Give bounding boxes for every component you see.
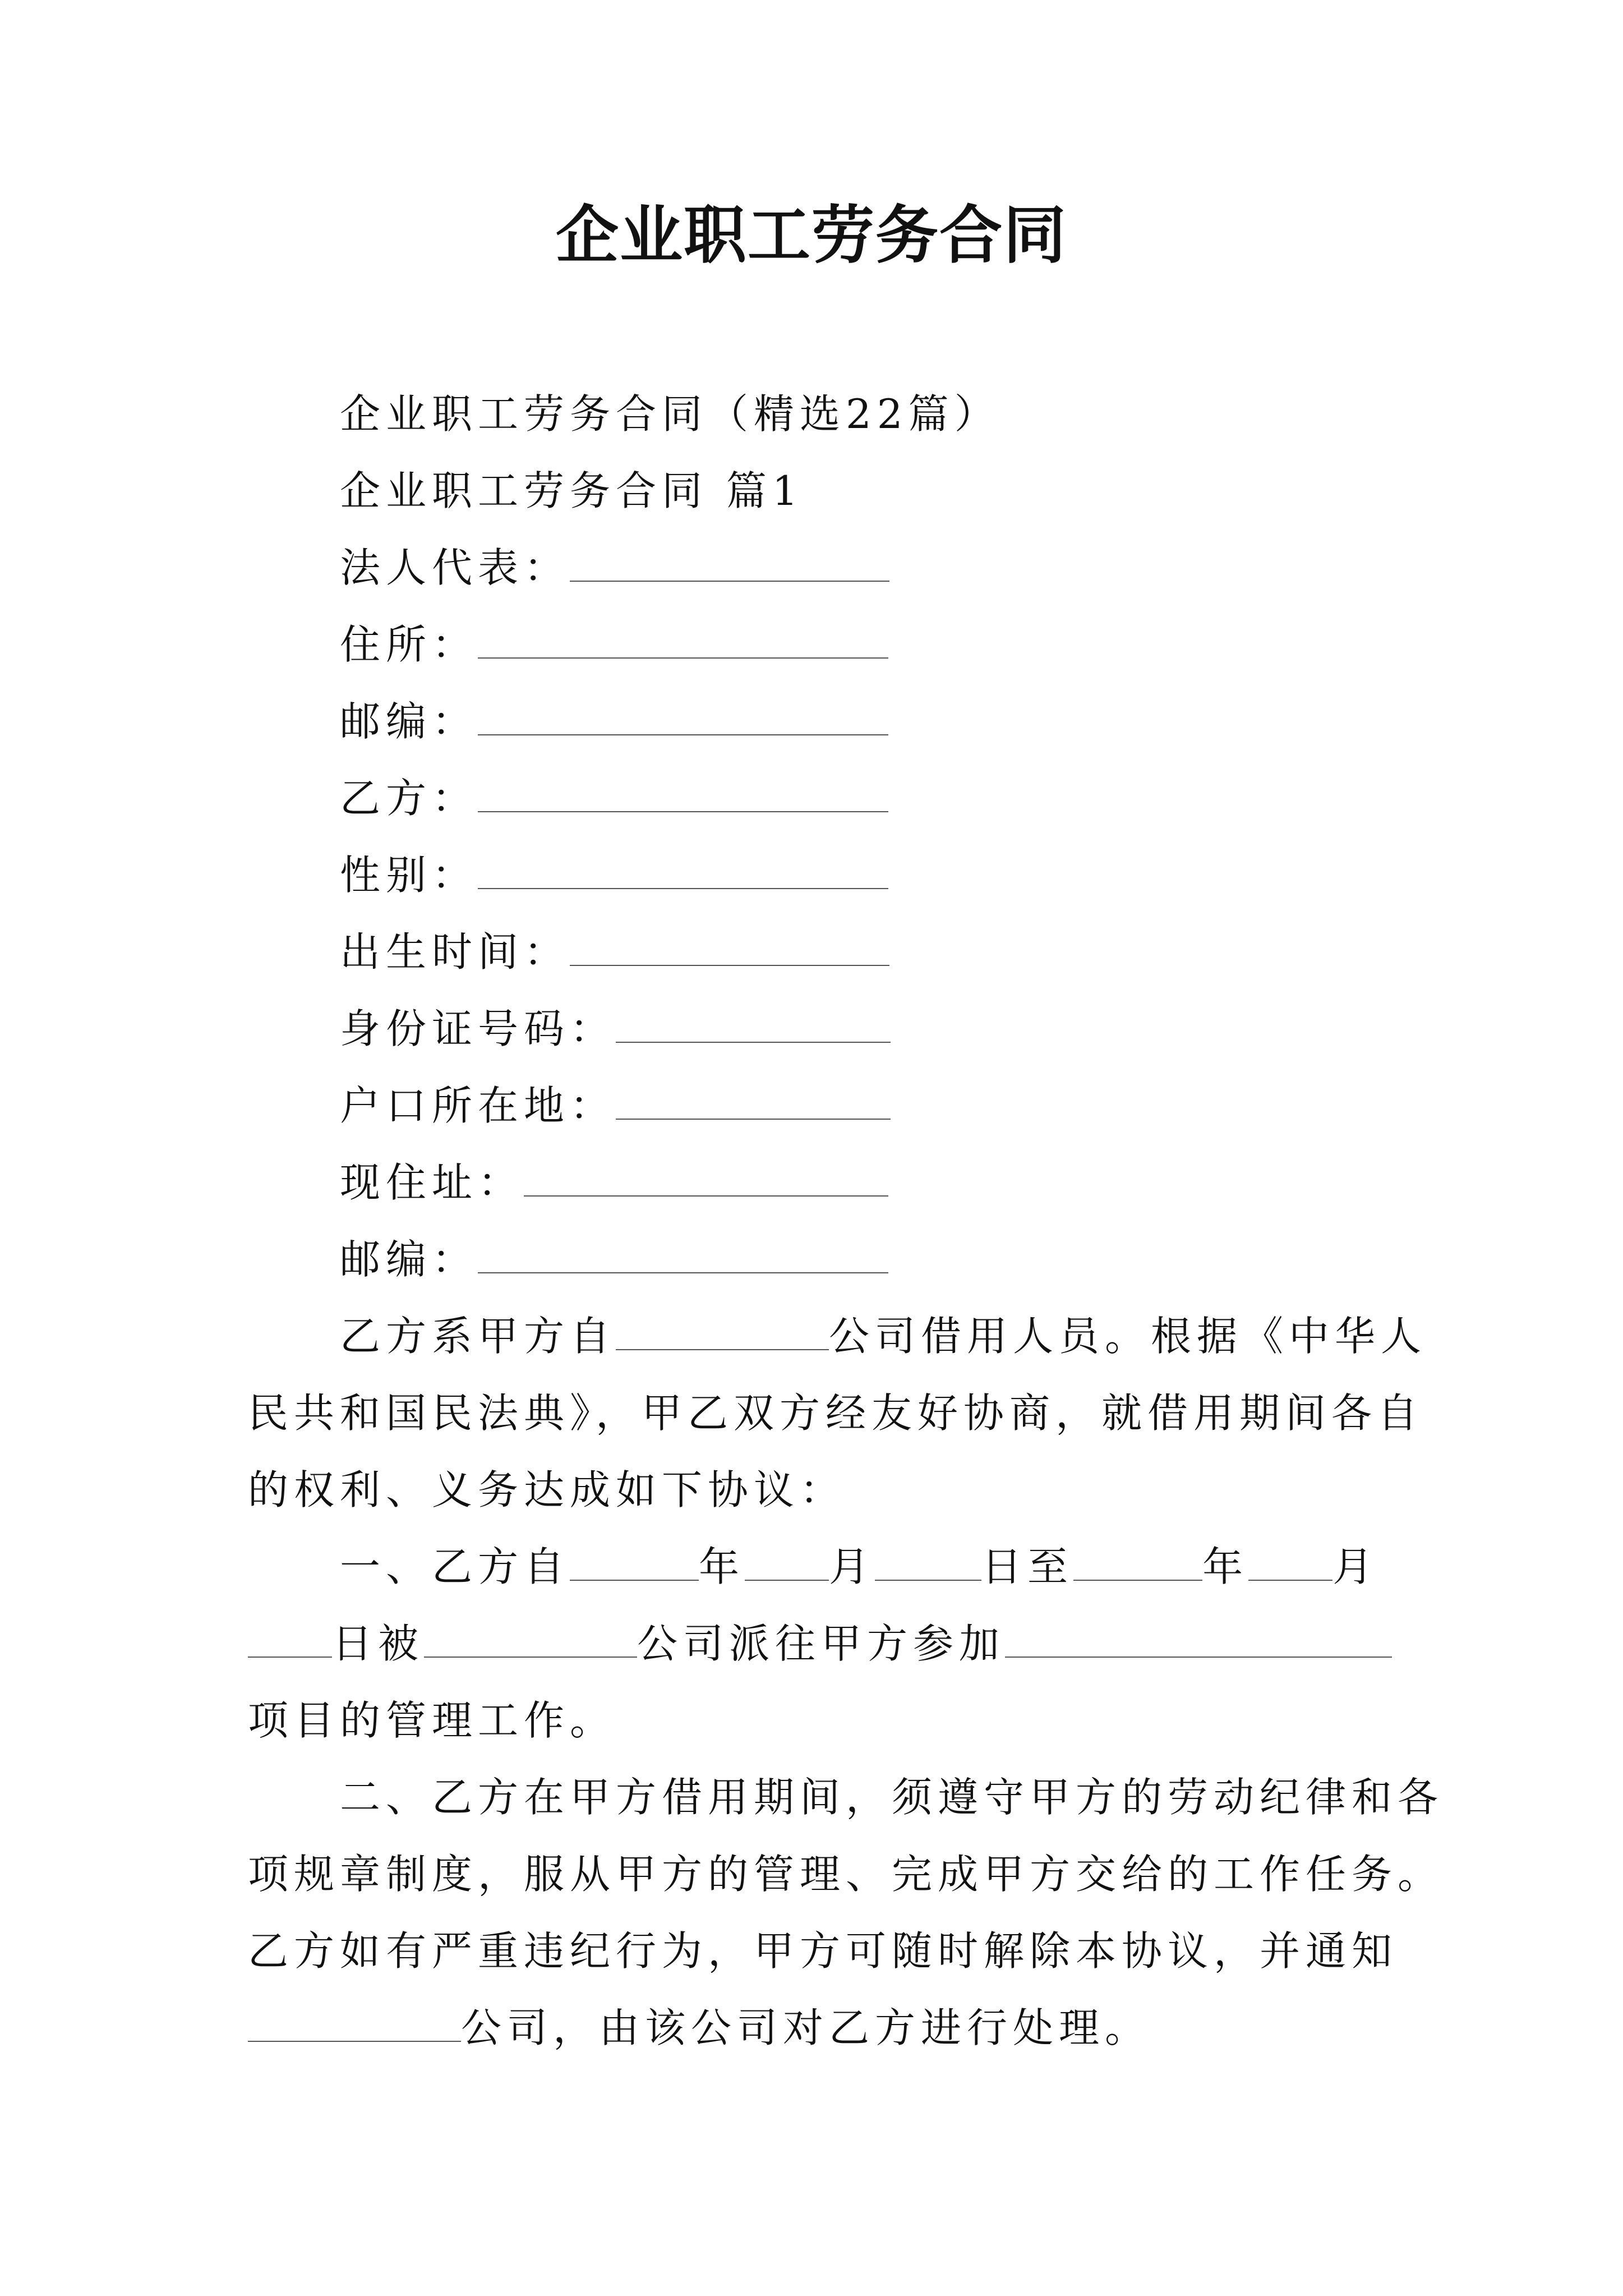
fill-blank[interactable] <box>478 854 888 889</box>
field-legal-representative[interactable] <box>248 530 1386 606</box>
paragraph-1-line-1 <box>248 1298 1427 1375</box>
text-span: 月 <box>1332 1543 1379 1590</box>
field-label: 法人代表： <box>340 544 570 591</box>
paragraph-3-line-4 <box>248 1990 1386 2067</box>
field-postcode[interactable] <box>248 683 1386 760</box>
fill-blank[interactable] <box>524 1162 888 1197</box>
subtitle: 企业职工劳务合同（精选22篇） <box>340 390 1000 438</box>
paragraph-3-line-1: 二、乙方在甲方借用期间，须遵守甲方的劳动纪律和各 <box>340 1774 1444 1821</box>
field-label: 现住址： <box>340 1159 524 1206</box>
fill-blank[interactable] <box>616 1008 891 1043</box>
text-span: 年 <box>699 1543 745 1590</box>
text-span: 公司派往甲方参加 <box>637 1620 1006 1667</box>
paragraph-3-line-2: 项规章制度，服从甲方的管理、完成甲方交给的工作任务。 <box>248 1851 1444 1898</box>
field-party-b[interactable] <box>248 760 1386 837</box>
field-birth-date[interactable] <box>248 914 1386 991</box>
field-label: 出生时间： <box>340 928 570 976</box>
fill-blank[interactable] <box>570 1546 699 1581</box>
fill-blank[interactable] <box>248 1623 332 1658</box>
paragraph-1-line-3: 的权利、义务达成如下协议： <box>248 1466 846 1513</box>
fill-blank[interactable] <box>1005 1623 1392 1658</box>
fill-blank[interactable] <box>570 931 889 966</box>
fill-blank[interactable] <box>616 1085 891 1120</box>
text-span: 公司借用人员。根据《中华人 <box>829 1313 1427 1360</box>
paragraph-3-line-3: 乙方如有严重违纪行为，甲方可随时解除本协议，并通知 <box>248 1927 1398 1975</box>
field-label: 邮编： <box>340 1236 478 1283</box>
field-gender[interactable] <box>248 837 1386 914</box>
paragraph-2-line-2 <box>248 1605 1386 1682</box>
field-id-number[interactable] <box>248 991 1386 1068</box>
field-current-address[interactable] <box>248 1144 1386 1221</box>
fill-blank[interactable] <box>745 1546 829 1581</box>
field-postcode-2[interactable] <box>248 1221 1386 1298</box>
text-span: 公司，由该公司对乙方进行处理。 <box>461 2004 1151 2051</box>
fill-blank[interactable] <box>478 701 888 735</box>
field-label: 邮编： <box>340 698 478 745</box>
field-label: 户口所在地： <box>340 1082 616 1129</box>
fill-blank[interactable] <box>248 2007 461 2042</box>
fill-blank[interactable] <box>570 547 889 582</box>
fill-blank[interactable] <box>616 1315 829 1350</box>
document-body <box>248 376 1444 2067</box>
text-span: 年 <box>1202 1543 1249 1590</box>
document-title: 企业职工劳务合同 <box>556 199 1067 272</box>
field-label: 性别： <box>340 852 478 899</box>
field-label: 住所： <box>340 621 478 668</box>
fill-blank[interactable] <box>875 1546 981 1581</box>
text-span: 乙方系甲方自 <box>340 1313 616 1360</box>
field-address[interactable] <box>248 606 1386 683</box>
paragraph-2-line-1 <box>248 1529 1386 1605</box>
text-span: 日至 <box>981 1543 1074 1590</box>
field-label: 身份证号码： <box>340 1005 616 1052</box>
fill-blank[interactable] <box>478 777 888 812</box>
paragraph-1-line-2: 民共和国民法典》，甲乙双方经友好协商，就借用期间各自 <box>248 1389 1424 1437</box>
fill-blank[interactable] <box>424 1623 637 1658</box>
field-label: 乙方： <box>340 775 478 822</box>
paragraph-2-line-3: 项目的管理工作。 <box>248 1697 616 1744</box>
fill-blank[interactable] <box>478 1239 888 1273</box>
section-heading: 企业职工劳务合同 篇1 <box>340 467 804 514</box>
field-household-registration[interactable] <box>248 1068 1386 1144</box>
text-span: 一、乙方自 <box>340 1543 570 1590</box>
fill-blank[interactable] <box>1248 1546 1332 1581</box>
fill-blank[interactable] <box>478 624 888 659</box>
text-span: 日被 <box>332 1620 425 1667</box>
text-span: 月 <box>829 1543 875 1590</box>
fill-blank[interactable] <box>1073 1546 1202 1581</box>
